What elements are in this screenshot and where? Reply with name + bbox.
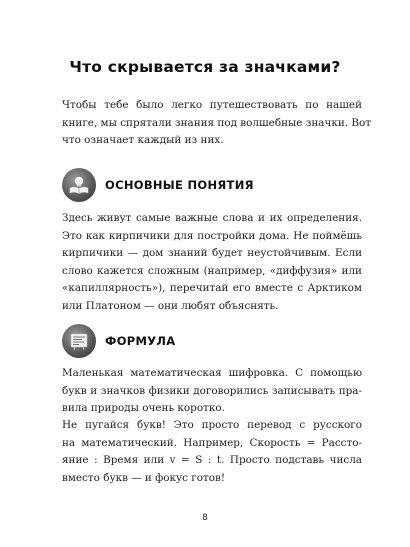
formula-line-2: букв и значков физики договорились записывать пра- bbox=[62, 384, 362, 397]
section-header-concepts bbox=[62, 167, 254, 203]
concepts-paragraph bbox=[62, 210, 362, 316]
concepts-line-2: Это как кирпичики для постройки дома. Не поймёшь bbox=[62, 229, 362, 242]
formula-board-icon bbox=[62, 324, 96, 358]
concepts-line-5: «капиллярность»), перечитай его вместе с Арктиком bbox=[62, 282, 362, 295]
formula-line-5: на математический. Например, Скорость = Рассто- bbox=[62, 436, 362, 449]
formula-paragraph-1 bbox=[62, 365, 362, 418]
book-lamp-icon bbox=[62, 168, 96, 202]
formula-line-3: вила природы очень коротко. bbox=[62, 402, 225, 415]
section-title-concepts: ОСНОВНЫЕ ПОНЯТИЯ bbox=[105, 178, 254, 192]
page-title: Что скрывается за значками? bbox=[69, 58, 341, 76]
formula-line-6: яние : Время или v = S : t. Просто подставь числа bbox=[62, 454, 362, 467]
concepts-line-6: или Платоном — они любят объяснять. bbox=[62, 299, 279, 312]
concepts-line-1: Здесь живут самые важные слова и их определения. bbox=[62, 212, 362, 224]
intro-line-3: что означает каждый из них. bbox=[62, 134, 224, 147]
formula-paragraph-2 bbox=[62, 417, 362, 487]
intro-paragraph bbox=[62, 97, 372, 150]
section-header-formula bbox=[62, 323, 175, 359]
book-lamp-icon-graphic bbox=[66, 172, 92, 198]
formula-board-icon-graphic bbox=[66, 328, 92, 354]
concepts-line-3: кирпичики — дом знаний будет неустойчивым. Если bbox=[62, 247, 362, 260]
page-number: 8 bbox=[202, 513, 208, 523]
intro-line-2: книге, мы спрятали знания под волшебные значки. Вот bbox=[62, 116, 372, 129]
formula-line-7: вместо букв — и фокус готов! bbox=[62, 471, 225, 484]
intro-line-1: Чтобы тебе было легко путешествовать по нашей bbox=[62, 99, 362, 111]
formula-line-4: Не пугайся букв! Это просто перевод с русского bbox=[62, 419, 362, 431]
section-title-formula: ФОРМУЛА bbox=[105, 334, 176, 348]
formula-line-1: Маленькая математическая шифровка. С помощью bbox=[62, 367, 362, 379]
concepts-line-4: слово кажется сложным (например, «диффузия» или bbox=[62, 264, 362, 277]
